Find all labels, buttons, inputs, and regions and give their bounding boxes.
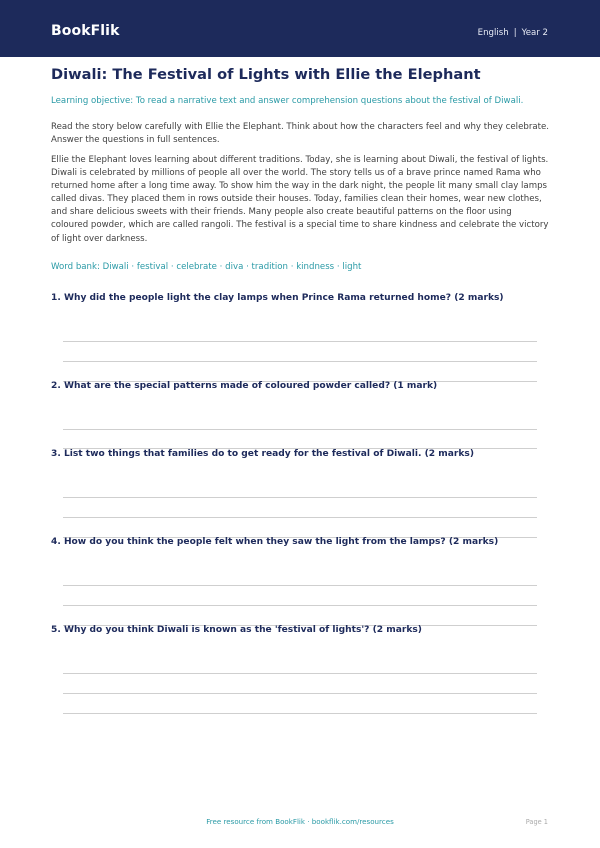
question-4: 4. How do you think the people felt when they saw the light from the lamps? (2 marks) xyxy=(51,537,499,547)
meta-separator: | xyxy=(513,28,517,38)
answer-line[interactable] xyxy=(63,585,537,586)
page-header xyxy=(0,0,600,57)
footer-credit[interactable]: Free resource from BookFlik · bookflik.com/resources xyxy=(206,817,394,826)
answer-line[interactable] xyxy=(63,361,537,362)
question-1: 1. Why did the people light the clay lamps when Prince Rama returned home? (2 marks) xyxy=(51,293,504,303)
worksheet-title: Diwali: The Festival of Lights with Ellie the Elephant xyxy=(51,66,481,83)
question-3: 3. List two things that families do to get ready for the festival of Diwali. (2 marks) xyxy=(51,449,474,459)
answer-line[interactable] xyxy=(63,497,537,498)
story-paragraph: Ellie the Elephant loves learning about different traditions. Today, she is learning about Diwali, the festival of lights. Diwali is celebrated by millions of people all over the world. The story tells us of a brave prince named Rama who returned home after a long time away. To show him the way in the dark night, the people lit many small clay lamps called divas. They placed them in rows outside their houses. Today, families clean their homes, wear new clothes, and share delicious sweets with their friends. Many people also create beautiful patterns on the floor using coloured powder, which are called rangoli. The festival is a special time to share kindness and celebrate the victory of light over darkness. xyxy=(51,155,549,244)
answer-line[interactable] xyxy=(63,605,537,606)
question-2: 2. What are the special patterns made of coloured powder called? (1 mark) xyxy=(51,381,438,391)
year-label: Year 2 xyxy=(521,28,548,38)
answer-line[interactable] xyxy=(63,693,537,694)
answer-line[interactable] xyxy=(63,713,537,714)
answer-line[interactable] xyxy=(63,429,537,430)
page-number: Page 1 xyxy=(525,818,548,826)
brand-logo[interactable]: BookFlik xyxy=(51,23,120,39)
answer-line[interactable] xyxy=(63,341,537,342)
question-5: 5. Why do you think Diwali is known as the 'festival of lights'? (2 marks) xyxy=(51,625,422,635)
word-bank: Word bank: Diwali · festival · celebrate · diva · tradition · kindness · light xyxy=(51,262,362,272)
instructions-paragraph: Read the story below carefully with Ellie the Elephant. Think about how the characters feel and why they celebrate. Answer the questions in full sentences. xyxy=(51,122,550,146)
answer-line[interactable] xyxy=(63,673,537,674)
subject-label: English xyxy=(477,28,509,38)
learning-objective: Learning objective: To read a narrative text and answer comprehension questions about the festival of Diwali. xyxy=(51,96,524,106)
answer-line[interactable] xyxy=(63,517,537,518)
header-meta xyxy=(478,28,548,38)
